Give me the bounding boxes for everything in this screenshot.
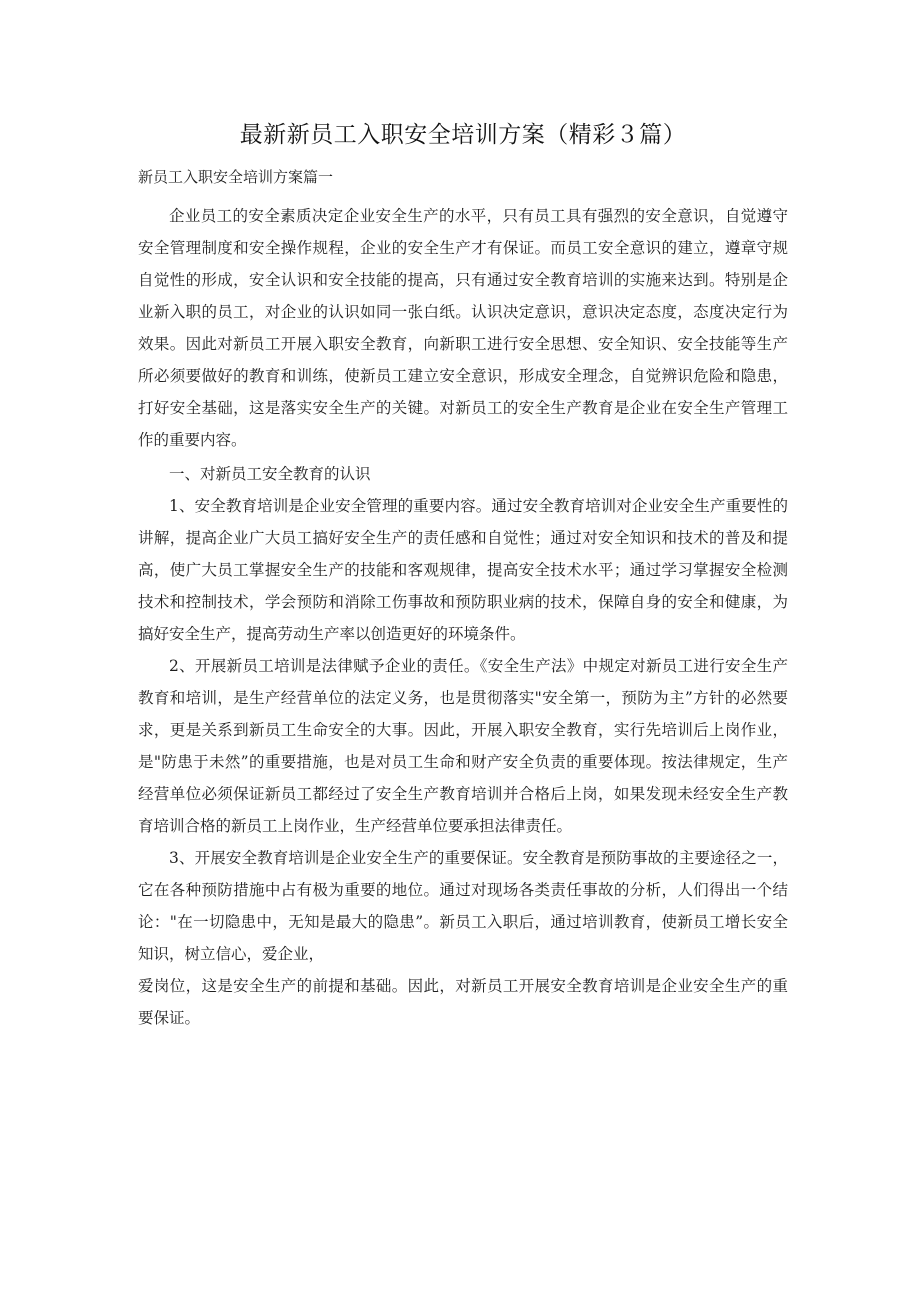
- document-title: 最新新员工入职安全培训方案（精彩３篇）: [239, 122, 687, 148]
- point-2-paragraph: 2、开展新员工培训是法律赋予企业的责任。《安全生产法》中规定对新员工进行安全生产教育和培训，是生产经营单位的法定义务，也是贯彻落实"安全第一，预防为主”方针的必然要求，更是关系到新员工生命安全的大事。因此，开展入职安全教育，实行先培训后上岗作业，是"防患于未然”的重要措施，也是对员工生命和财产安全负责的重要体现。按法律规定，生产经营单位必须保证新员工都经过了安全生产教育培训并合格后上岗，如果发现未经安全生产教育培训合格的新员工上岗作业，生产经营单位要承担法律责任。: [138, 657, 788, 835]
- section-heading-1: 一、对新员工安全教育的认识: [169, 465, 371, 483]
- point-1-paragraph: 1、安全教育培训是企业安全管理的重要内容。通过安全教育培训对企业安全生产重要性的讲解，提高企业广大员工搞好安全生产的责任感和自觉性；通过对安全知识和技术的普及和提高，使广大员工掌握安全生产的技能和客观规律，提高安全技术水平；通过学习掌握安全检测技术和控制技术，学会预防和消除工伤事故和预防职业病的技术，保障自身的安全和健康，为搞好安全生产，提高劳动生产率以创造更好的环境条件。: [138, 497, 788, 643]
- intro-paragraph: 企业员工的安全素质决定企业安全生产的水平，只有员工具有强烈的安全意识，自觉遵守安全管理制度和安全操作规程，企业的安全生产才有保证。而员工安全意识的建立，遵章守规自觉性的形成，安全认识和安全技能的提高，只有通过安全教育培训的实施来达到。特别是企业新入职的员工，对企业的认识如同一张白纸。认识决定意识，意识决定态度，态度决定行为效果。因此对新员工开展入职安全教育，向新职工进行安全思想、安全知识、安全技能等生产所必须要做好的教育和训练，使新员工建立安全意识，形成安全理念，自觉辨识危险和隐患，打好安全基础，这是落实安全生产的关键。对新员工的安全生产教育是企业在安全生产管理工作的重要内容。: [138, 207, 788, 449]
- point-3-continuation: 爱岗位，这是安全生产的前提和基础。因此，对新员工开展安全教育培训是企业安全生产的重要保证。: [138, 977, 788, 1027]
- point-3-paragraph: 3、开展安全教育培训是企业安全生产的重要保证。安全教育是预防事故的主要途径之一，它在各种预防措施中占有极为重要的地位。通过对现场各类责任事故的分析，人们得出一个结论："在一切隐患中，无知是最大的隐患”。新员工入职后，通过培训教育，使新员工增长安全知识，树立信心，爱企业，: [138, 849, 788, 963]
- section-subtitle: 新员工入职安全培训方案篇一: [138, 168, 334, 186]
- document-page: [138, 0, 788, 1034]
